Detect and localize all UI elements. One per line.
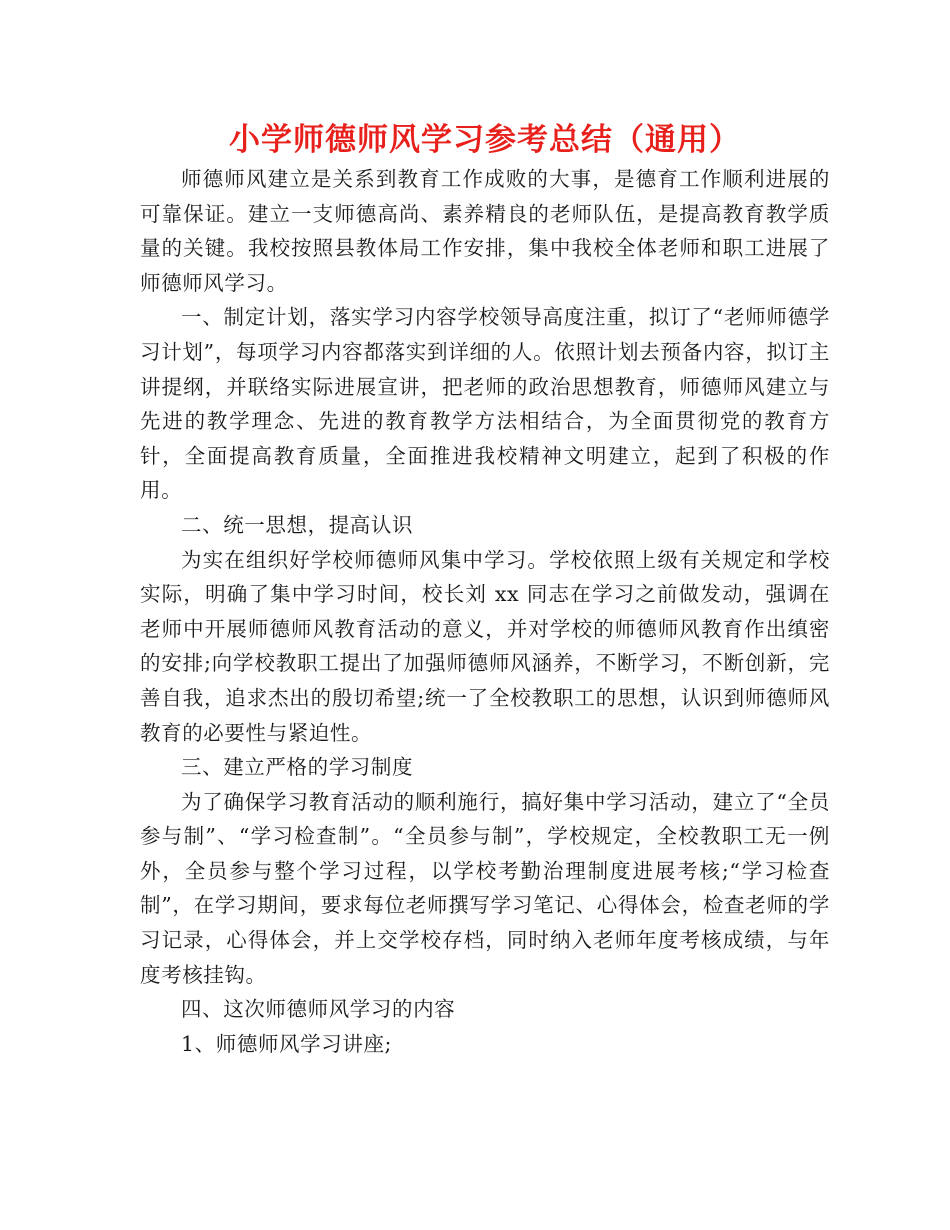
paragraph-section-1: 一、制定计划，落实学习内容学校领导高度注重，拟订了“老师师德学习计划”，每项学习内容都落实到详细的人。依照计划去预备内容，拟订主讲提纲，并联络实际进展宣讲，把老师的政治思想教育，师德师风建立与先进的教学理念、先进的教育教学方法相结合，为全面贯彻党的教育方针，全面提高教育质量，全面推进我校精神文明建立，起到了积极的作用。 <box>140 305 830 503</box>
list-item-1: 1、师德师风学习讲座; <box>181 1031 393 1056</box>
paragraph-section-2: 为实在组织好学校师德师风集中学习。学校依照上级有关规定和学校实际，明确了集中学习时间，校长刘 xx 同志在学习之前做发动，强调在老师中开展师德师风教育活动的意义，并对学校的师德师风教育作出缜密的安排;向学校教职工提出了加强师德师风涵养，不断学习，不断创新，完善自我，追求杰出的殷切希望;统一了全校教职工的思想，认识到师德师风教育的必要性与紧迫性。 <box>140 547 830 745</box>
paragraph-section-3: 为了确保学习教育活动的顺利施行，搞好集中学习活动，建立了“全员参与制”、“学习检查制”。“全员参与制”，学校规定，全校教职工无一例外，全员参与整个学习过程，以学校考勤治理制度进展考核;“学习检查制”，在学习期间，要求每位老师撰写学习笔记、心得体会，检查老师的学习记录，心得体会，并上交学校存档，同时纳入老师年度考核成绩，与年度考核挂钩。 <box>140 789 830 987</box>
heading-section-3: 三、建立严格的学习制度 <box>181 755 414 780</box>
paragraph-intro: 师德师风建立是关系到教育工作成败的大事，是德育工作顺利进展的可靠保证。建立一支师德高尚、素养精良的老师队伍，是提高教育教学质量的关键。我校按照县教体局工作安排，集中我校全体老师和职工进展了师德师风学习。 <box>140 167 830 295</box>
document-title: 小学师德师风学习参考总结（通用） <box>229 122 741 158</box>
document-body <box>140 162 830 1061</box>
heading-section-4: 四、这次师德师风学习的内容 <box>181 997 456 1022</box>
heading-section-2: 二、统一思想，提高认识 <box>181 512 414 537</box>
